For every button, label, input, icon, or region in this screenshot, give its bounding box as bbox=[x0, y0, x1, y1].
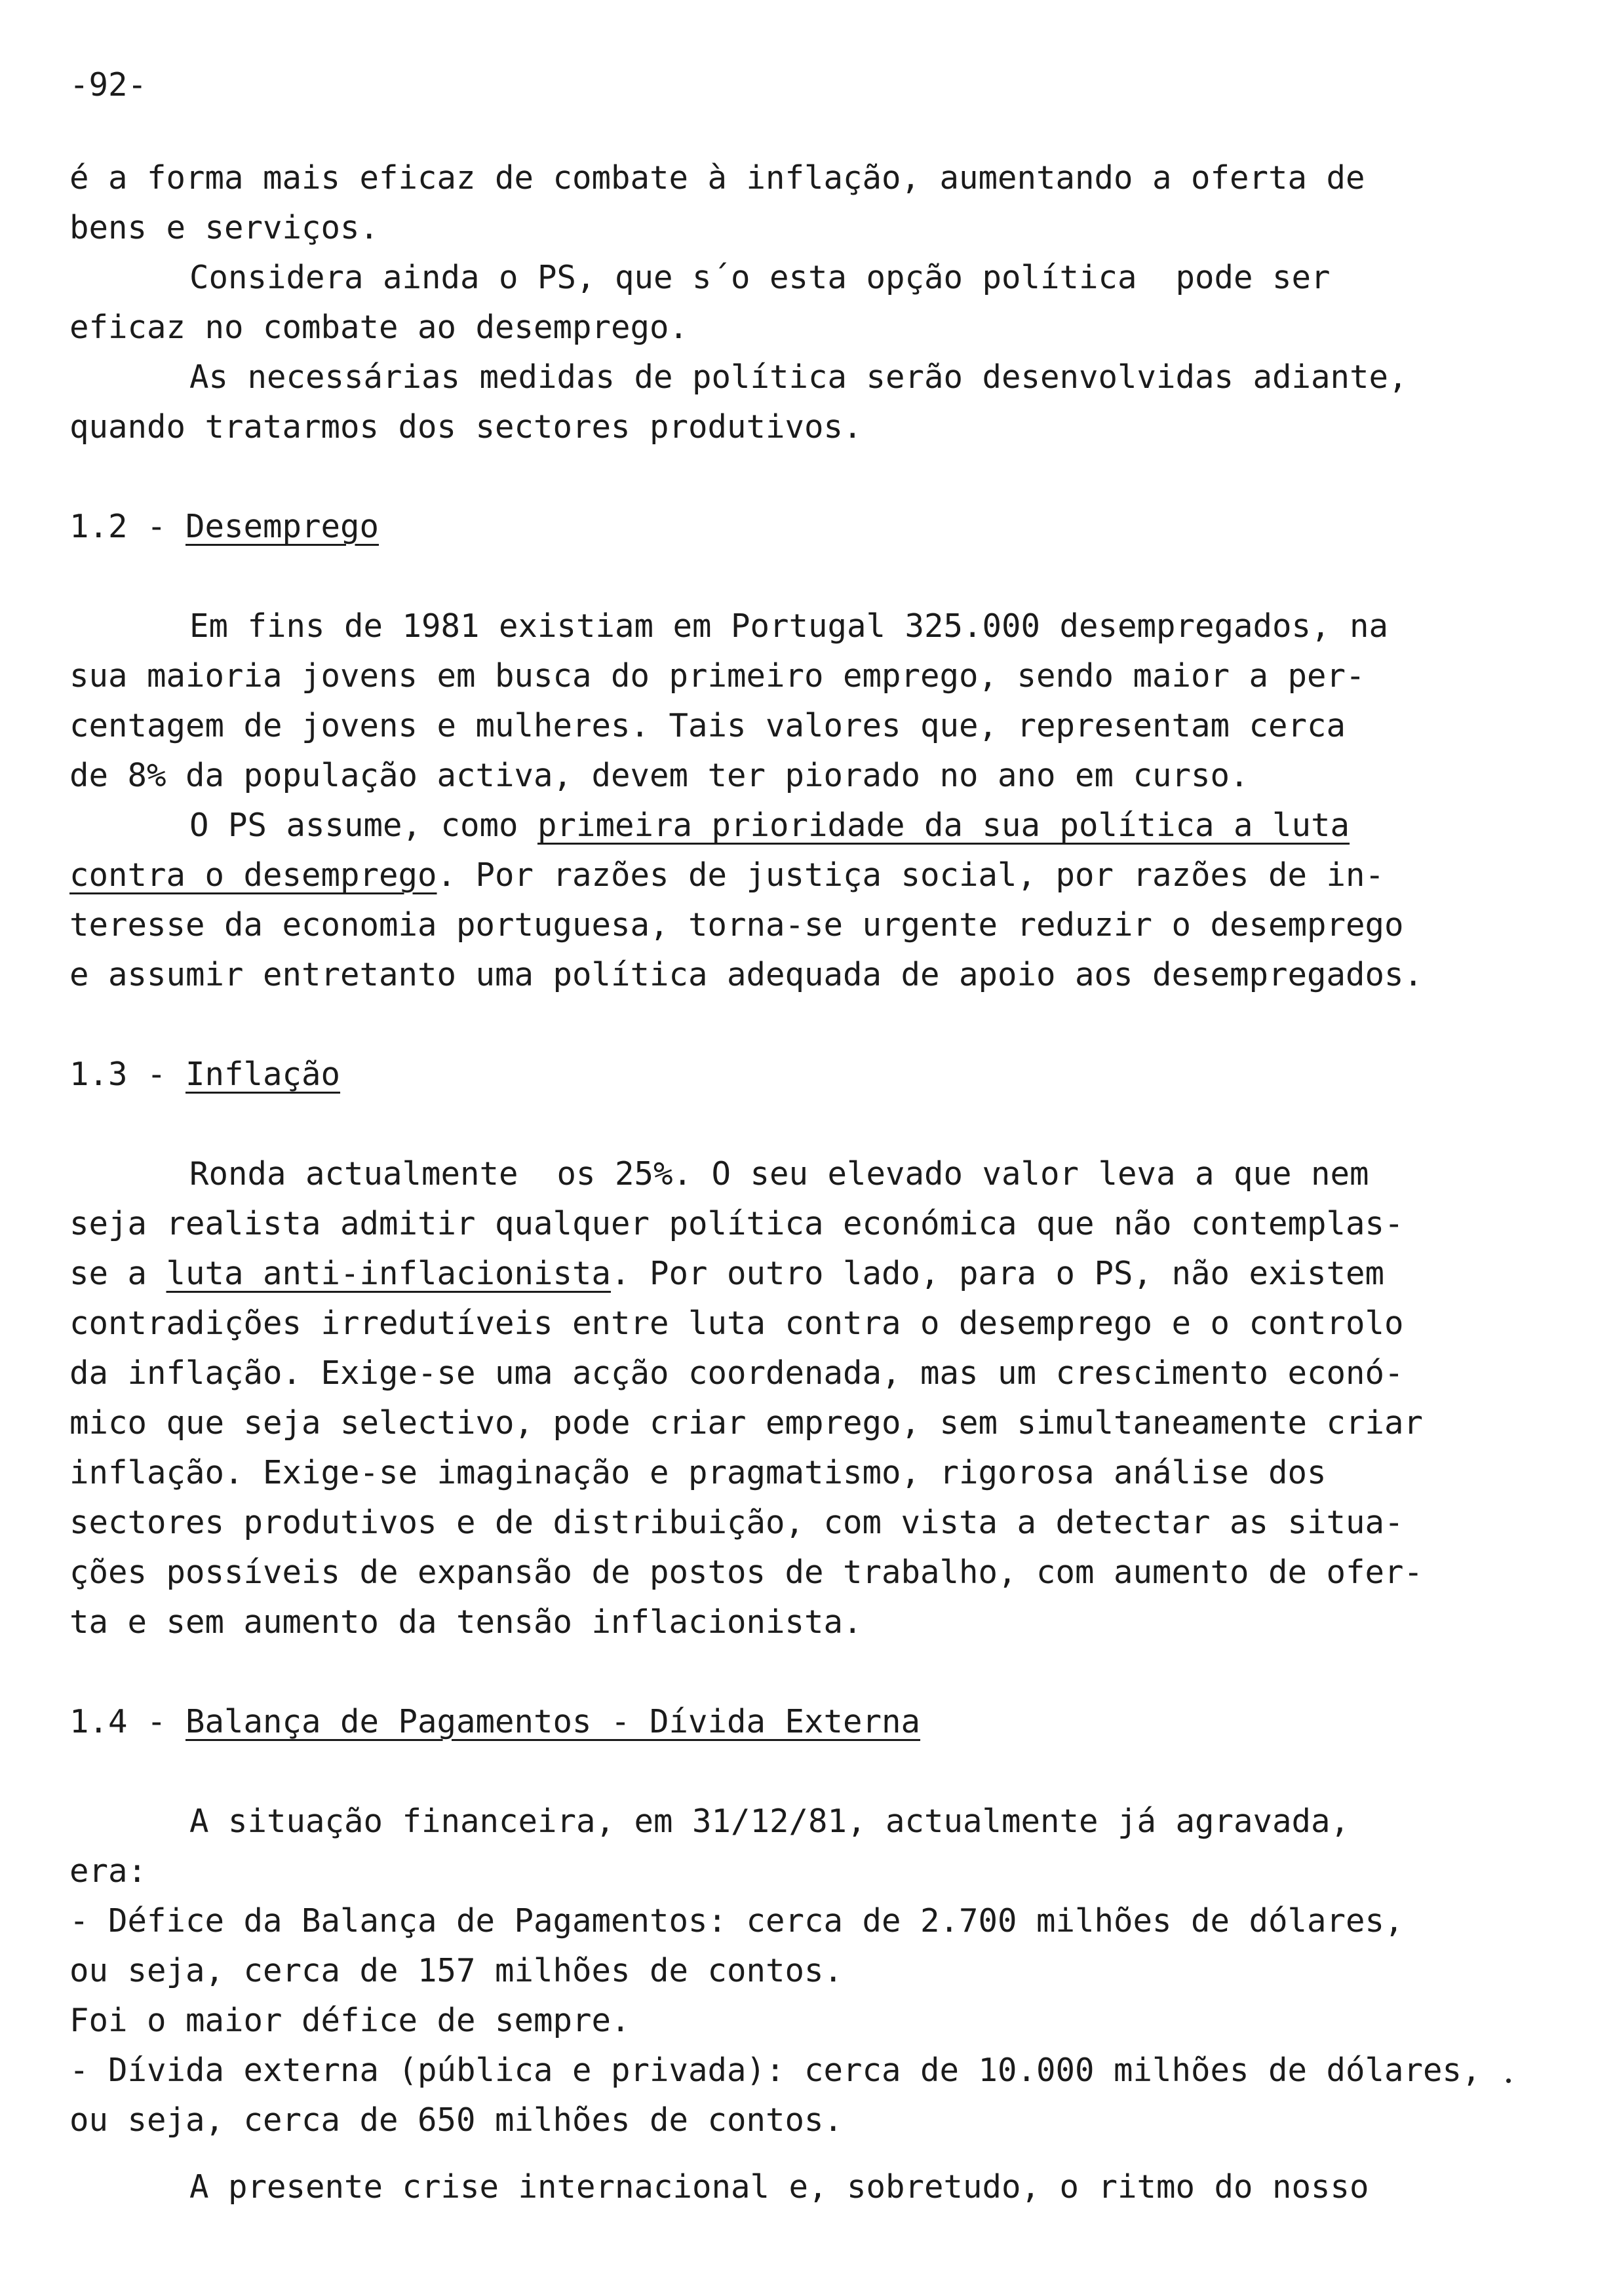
paragraph-line: Foi o maior défice de sempre. bbox=[69, 2002, 631, 2039]
section-heading-1-4 bbox=[69, 1697, 920, 1747]
page-number: -92- bbox=[69, 66, 147, 104]
intro-line-5: As necessárias medidas de política serão desenvolvidas adiante, bbox=[189, 358, 1408, 396]
text-run: O PS assume, como bbox=[189, 807, 538, 844]
intro-line-1: é a forma mais eficaz de combate à inflação, aumentando a oferta de bbox=[69, 159, 1365, 197]
paragraph-line: - Défice da Balança de Pagamentos: cerca de 2.700 milhões de dólares, bbox=[69, 1902, 1404, 1940]
paragraph-line: da inflação. Exige-se uma acção coordenada, mas um crescimento econó- bbox=[69, 1354, 1404, 1392]
paragraph-line bbox=[189, 801, 1350, 851]
section-title: Inflação bbox=[185, 1056, 341, 1093]
section-title: Balança de Pagamentos - Dívida Externa bbox=[185, 1703, 921, 1740]
paragraph-line: ou seja, cerca de 650 milhões de contos. bbox=[69, 2101, 844, 2139]
emphasis-underline: primeira prioridade da sua política a luta bbox=[537, 807, 1350, 844]
paragraph-line: e assumir entretanto uma política adequada de apoio aos desempregados. bbox=[69, 956, 1424, 993]
emphasis-underline: contra o desemprego bbox=[69, 856, 437, 894]
section-number: 1.3 - bbox=[69, 1056, 186, 1093]
paragraph-line: inflação. Exige-se imaginação e pragmatismo, rigorosa análise dos bbox=[69, 1454, 1327, 1491]
text-run: . Por razões de justiça social, por razões de in- bbox=[437, 856, 1385, 894]
paragraph-line: teresse da economia portuguesa, torna-se urgente reduzir o desemprego bbox=[69, 906, 1404, 944]
paragraph-line bbox=[69, 1249, 1384, 1299]
section-heading-1-2 bbox=[69, 502, 379, 552]
paragraph-line: Em fins de 1981 existiam em Portugal 325.000 desempregados, na bbox=[189, 607, 1389, 645]
paragraph-line: A situação financeira, em 31/12/81, actualmente já agravada, bbox=[189, 1803, 1350, 1840]
paragraph-line bbox=[69, 851, 1384, 900]
paragraph-line: - Dívida externa (pública e privada): cerca de 10.000 milhões de dólares, bbox=[69, 2052, 1481, 2089]
text-run: se a bbox=[69, 1255, 166, 1292]
section-heading-1-3 bbox=[69, 1050, 340, 1100]
paragraph-line: Ronda actualmente os 25%. O seu elevado valor leva a que nem bbox=[189, 1155, 1369, 1193]
section-number: 1.4 - bbox=[69, 1703, 186, 1740]
intro-line-2: bens e serviços. bbox=[69, 209, 379, 246]
section-title: Desemprego bbox=[185, 508, 379, 545]
paragraph-line: mico que seja selectivo, pode criar emprego, sem simultaneamente criar bbox=[69, 1404, 1424, 1442]
section-number: 1.2 - bbox=[69, 508, 186, 545]
paragraph-line: ta e sem aumento da tensão inflacionista. bbox=[69, 1603, 863, 1641]
emphasis-underline: luta anti-inflacionista bbox=[166, 1255, 612, 1292]
paragraph-line: seja realista admitir qualquer política económica que não contemplas- bbox=[69, 1205, 1404, 1242]
scan-speck bbox=[1506, 2078, 1511, 2083]
intro-line-3: Considera ainda o PS, que s´o esta opção política pode ser bbox=[189, 259, 1331, 296]
paragraph-line: A presente crise internacional e, sobretudo, o ritmo do nosso bbox=[189, 2168, 1369, 2206]
intro-line-4: eficaz no combate ao desemprego. bbox=[69, 309, 689, 346]
paragraph-line: sua maioria jovens em busca do primeiro emprego, sendo maior a per- bbox=[69, 657, 1365, 695]
paragraph-line: centagem de jovens e mulheres. Tais valores que, representam cerca bbox=[69, 707, 1346, 744]
paragraph-line: contradições irredutíveis entre luta contra o desemprego e o controlo bbox=[69, 1305, 1404, 1342]
paragraph-line: de 8% da população activa, devem ter piorado no ano em curso. bbox=[69, 757, 1249, 794]
paragraph-line: ções possíveis de expansão de postos de trabalho, com aumento de ofer- bbox=[69, 1554, 1424, 1591]
paragraph-line: ou seja, cerca de 157 milhões de contos. bbox=[69, 1952, 844, 1989]
intro-line-6: quando tratarmos dos sectores produtivos. bbox=[69, 408, 863, 446]
paragraph-line: era: bbox=[69, 1852, 147, 1890]
paragraph-line: sectores produtivos e de distribuição, com vista a detectar as situa- bbox=[69, 1504, 1404, 1541]
text-run: . Por outro lado, para o PS, não existem bbox=[611, 1255, 1385, 1292]
